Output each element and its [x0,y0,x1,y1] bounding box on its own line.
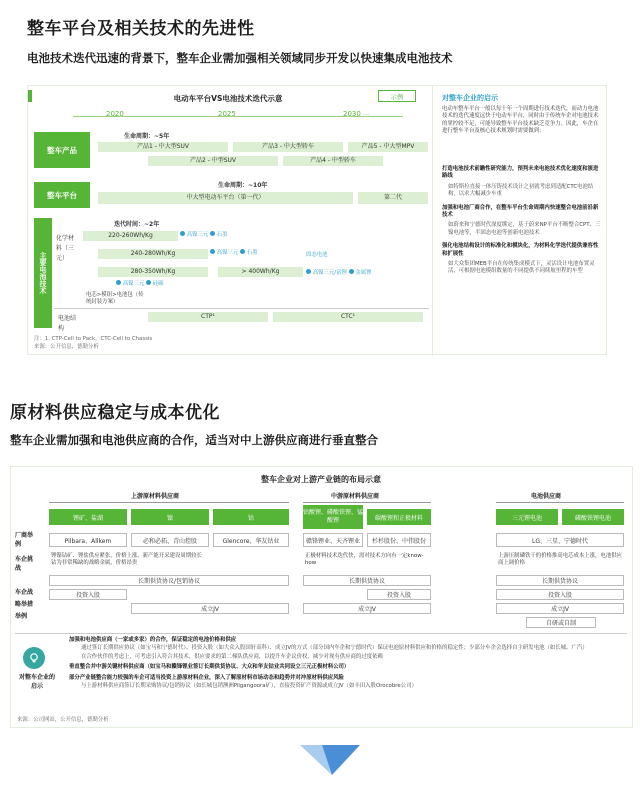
chem-label: 化学材料（三元） [56,235,75,262]
mat-lithium: 锂矿、盐湖 [49,509,127,525]
insights-list [442,166,602,276]
chem-stage-2: 240-280Wh/Kg [98,249,208,259]
tag-high-ni-1: 高镍三元 石墨 [180,231,228,239]
year-2020: 2020 [106,110,124,118]
group-upstream: 上游原材料供应商 [131,493,180,500]
insight2-1-sub1: 通过签订长期供应协议（如宝马和宁德时代）、投资入股（如大众入股国轩高科）、成立JV的方式（部分国内车企和宁德时代）保证电池原材料供应和价格的稳定性；少部分车企会选择自主研发电池（如长城、广汽） [81,645,588,652]
vendor-cobalt: Glencore、华友钴业 [213,533,289,547]
label-vendors: 厂商举例 [15,532,34,548]
example-badge: 示例 [378,90,416,102]
strat-up-longterm: 长期供货协议/包销协议 [49,575,289,586]
chem-stage-4: > 400Wh/Kg [218,267,303,277]
supply-title: 整车企业对上游产业链的布局示意 [261,474,381,484]
vehicle-cycle: 生命周期：~5年 [124,133,170,140]
insight2-label: 对整车企业的启示 [18,674,55,690]
vehicle-product-1: 产品1 - 中大型SUV [98,142,228,152]
ctc-bar: CTC¹ [273,312,423,322]
strat-up-invest: 投资入股 [49,589,127,600]
challenge-midstream: 正极材料技术迭代快，需对技术方向有一定know-how [305,553,424,567]
insight2-2-head: 垂直整合并中游关键材料供应商（如宝马和赣锋锂业签订长期供货协议、大众和华友钴业共同设立三元正极材料公司） [69,664,350,671]
group-midstream: 中游原材料供应商 [331,493,380,500]
mat-ncm-battery: 三元锂电池 [496,509,558,525]
vendor-battery: LG、三星、宁德时代 [496,533,624,547]
mat-cobalt: 钴 [213,509,289,525]
strat-mid-jv: 成立JV [303,603,431,614]
challenge-battery: 上游压制磷铁干的价格推高电芯成本上涨，电池供应商上调价格 [498,553,622,567]
insight2-3-head: 部分产业链整合能力较强的车企可适当投资上游原材料企业，深入了解原材料市场动态和趋势并对冲原材料供应风险 [69,674,344,681]
insight2-1-sub2: 在合作伙伴的考虑上，可考虑引入符合其技术，供应要求的第二梯队供应商，以提升车企议价权、减少对现有供应商的过度依赖 [81,653,383,660]
year-2030: 2030 [343,110,361,118]
insight-3-sub: 如大众集团MEB平台在传统集成模式下，灵活设计电池布置灵活，可根据电池模组数量的不同提供不同续航里程的车型 [448,261,595,275]
year-2025: 2025 [218,110,236,118]
dot-icon [240,249,245,254]
vehicle-product-5: 产品5 - 中大型MPV [348,142,428,152]
strat-mid-invest: 投资入股 [367,589,431,600]
challenge-upstream: 锂镍钴矿、锂盐供应紧张，价格上涨，新产能开采建设周期较长 钴为非常稀缺的战略金属，价格昂贵 [51,553,202,567]
strat-bat-longterm: 长期供货协议 [496,575,624,586]
insight-3-head: 强化电池结构设计的标准化和模块化，为材料化学迭代提供兼容性和扩展性 [442,243,599,257]
strat-bat-invest: 投资入股 [496,589,624,600]
vehicle-product-2: 产品2 - 中型SUV [148,156,278,166]
row-label-platform: 整车平台 [34,182,90,208]
insight2-list [69,637,624,690]
vendor-cathode: 赣锋锂业、天齐锂业 [303,533,363,547]
section1-subtitle: 电池技术迭代迅速的背景下，整车企业需加强相关领域同步开发以快速集成电池技术 [27,51,453,65]
dot-icon [146,280,151,285]
section2-subtitle: 整车企业需加强和电池供应商的合作，适当对中上游供应商进行垂直整合 [10,433,378,447]
struct-label: 电池结构 [58,315,77,332]
mat-lithium-carbonate: 碳酸锂和正极材料 [367,509,431,525]
platform-gen1: 中大型电动车平台（第一代） [98,192,353,204]
footnote: 注：1. CTP-Cell to Pack，CTC-Cell to Chassis [34,336,153,342]
insight2-3-sub1: 与上游材料供应商签订长期采购协议/包销协议（如长城包销澳洲Pilgangoora矿），直接投资矿产资源或成立JV（如丰田入股Orocobre公司） [81,683,417,690]
dot-icon [349,269,354,274]
vendor-nickel: 必和必拓、青山控股 [131,533,209,547]
diagram-title: 电动车平台VS电池技术迭代示意 [173,93,283,103]
mat-nickel: 镍 [131,509,209,525]
section1-panel [27,85,607,355]
label-strategies: 车企战略举措举例 [15,589,34,620]
chem-stage-1: 220-260Wh/Kg [83,231,178,241]
section1-title: 整车平台及相关技术的先进性 [27,19,255,39]
label-challenges: 车企挑战 [15,556,34,572]
dot-icon [210,249,215,254]
tag-ni-li-rich: 高镍三元/富锂 金属锂 [306,269,372,277]
mat-cathode: 钴酸锂、磷酸铁锂、锰酸锂 [303,505,363,529]
insight-1-sub: 如特斯拉直接一体压铸技术设计之初就考虑到适配CTC电池结构，以求大幅减少车重 [448,183,594,198]
battery-iter: 迭代时间：~2年 [114,221,160,228]
source-1: 来源：公开信息，德勤分析 [34,344,99,350]
insights-intro: 电动车整车平台一般以每十年一个周期进行技术迭代，而动力电池技术的迭代速度远快于电动车平台，同时由于传统车企对电池技术的掌控较不足，可能导致整车平台技术缺乏竞争力。因此，车企在进行整车平台及核心技术规划时需要做到： [442,106,599,135]
insight-1-head: 打造电池技术前瞻性研究能力，预判未来电池技术优化速度和演进路线 [442,166,599,180]
vendor-lithium: Pilbara、Allkem [49,533,127,547]
dot-icon [116,280,121,285]
section2-panel [10,466,633,728]
tag-high-ni-3: 高镍三元 硅碳 [116,280,164,288]
platform-diagram: 电动车平台VS电池技术迭代示意 示例 2020 2025 2030 … 整车产品 生命周期：~5年 产品1 - 中大型SUV 产品3 - 中大型轿车 产品5 - 中大型MPV 产品2 - 中型SUV 产品4 - 中型轿车 整车平台 生命周期：~10年 中大型电动车平台（第一代） 第二代 主要电池技术 化学材料（三元） 迭代时间：~2年 220-260Wh/Kg 高镍三元 石墨 240-280Wh/Kg 高镍三元 石墨 280-350Wh/Kg > 400Wh/Kg 高镍三元 硅碳 固态电池 高镍三元/富锂 金属锂 电池结构 电芯>模组>电池包（传统封装方案） CTP¹ CTC¹ 注：1. CTP-Cell to Pack，CTC-Cell to Chassis 来源：公开信息，德勤分析 [28,86,433,356]
vehicle-product-3: 产品3 - 中大型轿车 [233,142,343,152]
mat-lfp-battery: 磷酸铁锂电池 [562,509,624,525]
platform-cycle: 生命周期：~10年 [218,182,268,189]
ctp-bar: CTP¹ [148,312,268,322]
chem-stage-3: 280-350Wh/Kg [98,267,208,277]
vehicle-product-4: 产品4 - 中型轿车 [283,156,383,166]
insight-2-head: 加强和电池厂商合作，在整车平台生命周期内快速整合电池前沿新技术 [442,204,599,219]
tag-solid-state: 固态电池 [306,252,328,258]
strat-mid-longterm: 长期供货协议 [303,575,431,586]
strat-up-jv: 成立JV [131,603,289,614]
group-battery: 电池供应商 [531,493,562,500]
insight2-1-head: 加强和电池供应商（一家或多家）的合作，保证稳定的电池价格和供应 [69,637,237,643]
insights-panel [440,90,604,352]
chevron-down-icon [300,745,360,779]
strat-bat-jv: 成立JV [496,603,624,614]
bulb-icon [23,647,45,669]
row-label-battery: 主要电池技术 [34,218,52,328]
source-2: 来源：公司网站，公开信息，德勤分析 [17,717,109,723]
dot-icon [180,231,185,236]
dot-icon [306,269,311,274]
insights-title: 对整车企业的启示 [442,94,498,102]
row-label-vehicle: 整车产品 [34,132,90,168]
struct-text: 电芯>模组>电池包（传统封装方案） [86,292,144,306]
vendor-carbonate: 杉杉股份、中伟股份 [367,533,431,547]
platform-gen2: 第二代 [358,192,428,204]
dot-icon [210,231,215,236]
tag-high-ni-2: 高镍三元 石墨 [210,249,258,257]
strat-bat-selfdev: 自研或自制 [526,617,596,628]
insight-2-sub: 如蔚来和宁德时代深度绑定，基于蔚来NP平台不断整合CPT、三镍电池等，半固态电池等创新电池技术 [448,222,601,236]
section2-title: 原材料供应稳定与成本优化 [10,403,220,423]
